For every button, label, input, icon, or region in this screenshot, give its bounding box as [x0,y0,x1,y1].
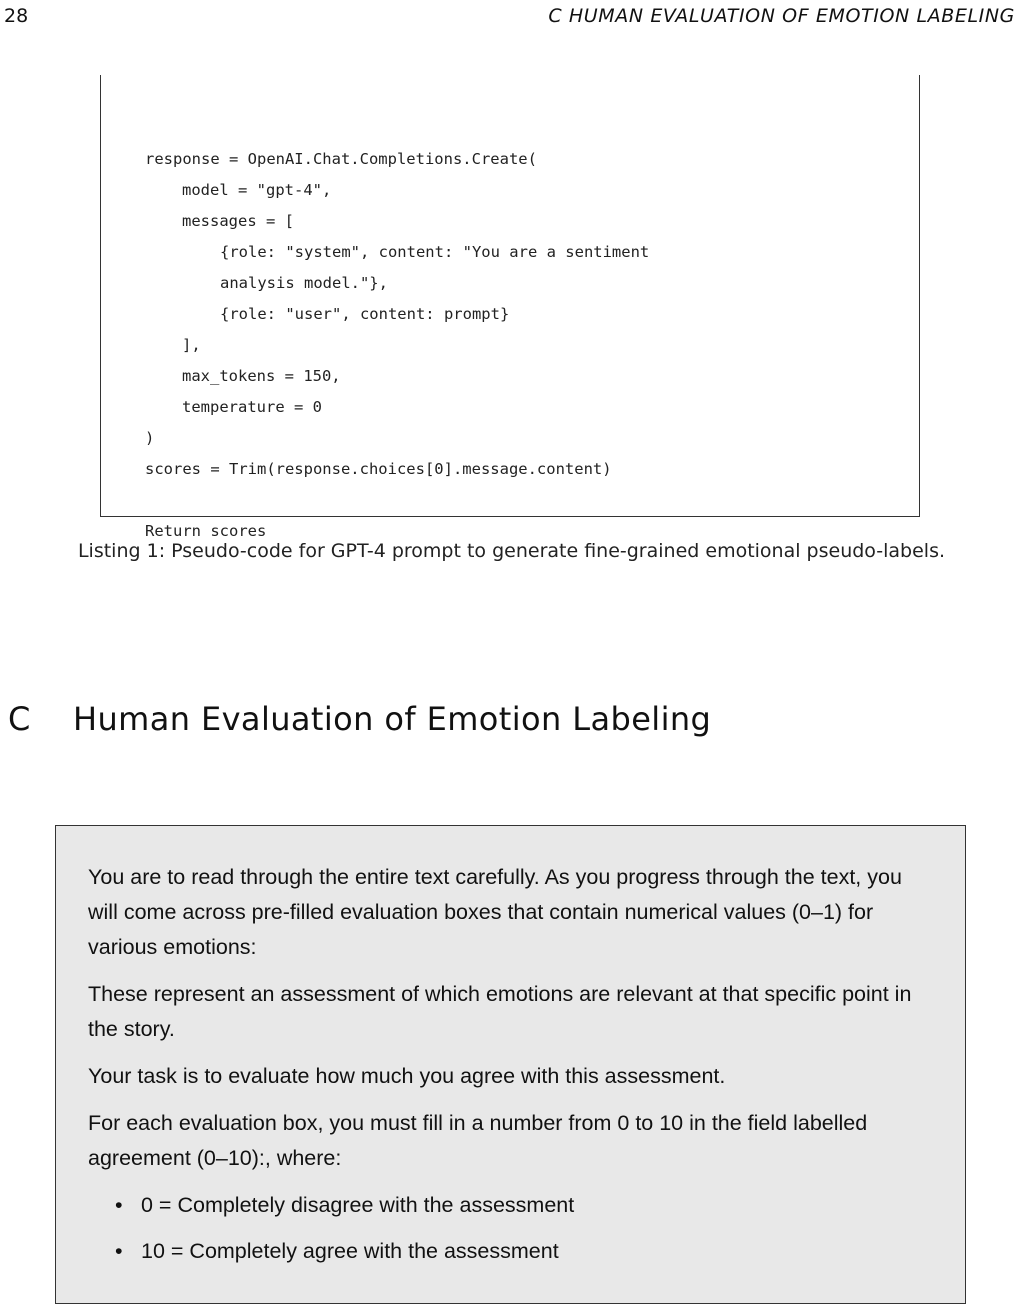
instruction-paragraph: Your task is to evaluate how much you agree with this assessment. [88,1064,726,1088]
section-title: Human Evaluation of Emotion Labeling [73,700,712,738]
page-number: 28 [4,5,29,27]
code-listing-box [100,75,920,540]
code-line: {role: "user", content: prompt} [220,305,510,323]
code-line: ], [182,336,201,354]
code-line: ) [145,429,155,447]
code-line [145,113,649,144]
code-line: max_tokens = 150, [182,367,341,385]
running-header: C HUMAN EVALUATION OF EMOTION LABELING [548,5,1015,27]
bullet-icon: • [115,1239,123,1263]
instruction-paragraph: These represent an assessment of which emotions are relevant at that specific point in the story. [88,982,912,1041]
instruction-paragraph: For each evaluation box, you must fill in a number from 0 to 10 in the field labelled agreement (0–10):, where: [88,1111,868,1170]
code-line [145,485,649,516]
bullet-text: 0 = Completely disagree with the assessment [141,1193,575,1217]
bullet-icon: • [115,1193,123,1217]
code-line: Return scores [145,522,267,540]
code-line: temperature = 0 [182,398,322,416]
section-number: C [8,700,31,738]
code-line: response = OpenAI.Chat.Completions.Create( [145,150,537,168]
instruction-box [55,825,966,1304]
code-line: scores = Trim(response.choices[0].message.content) [145,460,612,478]
code-line: model = "gpt-4", [182,181,332,199]
section-heading [8,700,711,738]
code-lines [145,113,649,547]
code-line: analysis model."}, [220,274,388,292]
list-item [88,1188,935,1223]
scale-bullet-list [88,1188,935,1269]
code-line: messages = [ [182,212,294,230]
code-line: {role: "system", content: "You are a sentiment [220,243,650,261]
listing-caption: Listing 1: Pseudo-code for GPT-4 prompt to generate fine-grained emotional pseudo-labels. [77,540,946,562]
bullet-text: 10 = Completely agree with the assessment [141,1239,559,1263]
instruction-paragraph: You are to read through the entire text carefully. As you progress through the text, you will come across pre-filled evaluation boxes that contain numerical values (0–1) for various emotions: [88,865,902,959]
list-item [88,1234,935,1269]
